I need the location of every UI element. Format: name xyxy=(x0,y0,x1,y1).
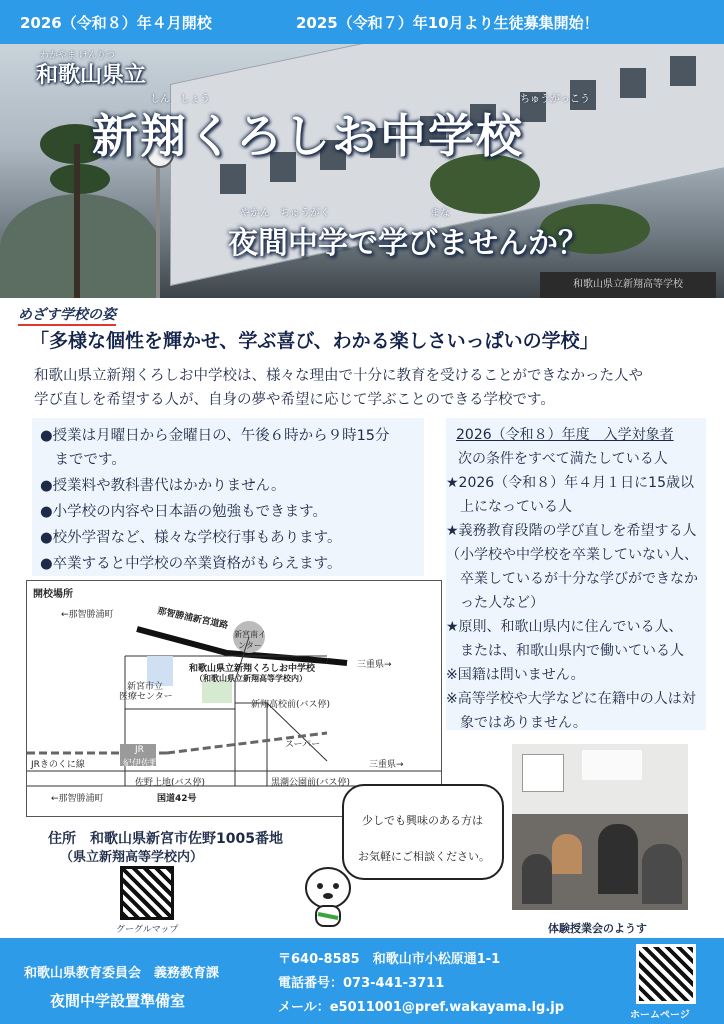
feature-item: ●小学校の内容や日本語の勉強もできます。 xyxy=(40,504,327,520)
feature-item: ●卒業すると中学校の卒業資格がもらえます。 xyxy=(40,556,342,572)
bubble-text-2: お気軽にご相談ください。 xyxy=(358,850,490,863)
mountain-shape xyxy=(0,194,160,298)
map-label: 新宮市立 xyxy=(127,682,164,692)
page-subtitle: 夜間中学で学びませんか？ xyxy=(228,226,588,261)
target-line: ★2026（令和８）年４月１日に15歳以 xyxy=(446,475,694,491)
footer-postal: 〒640-8585 和歌山市小松原通1-1 xyxy=(278,952,501,967)
target-line: 卒業しているが十分な学びができなか xyxy=(446,571,698,587)
recruitment-date: 2025（令和７）年10月より生徒募集開始！ xyxy=(296,14,599,32)
map-label: 新宮南インター xyxy=(234,630,266,650)
intro-line-1: 和歌山県立新翔くろしお中学校は、様々な理由で十分に教育を受けることができなかった人や xyxy=(34,368,643,384)
goal-heading: めざす学校の姿 xyxy=(18,304,116,326)
map-label: ←那智勝浦町 xyxy=(51,794,104,804)
map-label: 医療センター xyxy=(119,692,173,702)
target-line: ※国籍は問いません。 xyxy=(446,667,585,683)
target-line: ★原則、和歌山県内に住んでいる人、 xyxy=(446,619,683,635)
map-title: 開校場所 xyxy=(33,589,73,600)
target-line: 上になっている人 xyxy=(446,499,572,515)
map-label: 紀伊佐野駅 xyxy=(123,759,169,769)
prefecture-label: 和歌山県立 xyxy=(36,63,147,88)
class-photo xyxy=(512,744,688,910)
map-label: JR xyxy=(135,745,144,755)
map-label: スーパー xyxy=(285,740,321,750)
target-line: （小学校や中学校を卒業していない人、 xyxy=(446,547,698,563)
photo-caption: 体験授業会のようす xyxy=(548,922,647,935)
map-label: 那智勝浦新宮道路 xyxy=(156,606,229,632)
footer-org-1: 和歌山県教育委員会 義務教育課 xyxy=(24,966,220,981)
feature-item: ●校外学習など、様々な学校行事もあります。 xyxy=(40,530,342,546)
bubble-text-1: 少しでも興味のある方は xyxy=(362,814,483,827)
ruby-sub-b: まな xyxy=(430,208,450,219)
map-qr-code[interactable] xyxy=(120,866,174,920)
school-motto: 「多様な個性を輝かせ、学ぶ喜び、わかる楽しさいっぱいの学校」 xyxy=(30,330,599,352)
ruby-prefecture: わかやま けんりつ xyxy=(40,51,115,61)
ruby-sub-a: やかん ちゅうがく xyxy=(240,208,330,219)
target-line: ★義務教育段階の学び直しを希望する人 xyxy=(446,523,697,539)
map-school-label: 和歌山県立新翔くろしお中学校 xyxy=(189,664,316,674)
homepage-label: ホームページ xyxy=(630,1010,690,1021)
ruby-title-a: しん しょう xyxy=(150,94,210,105)
target-line: 次の条件をすべて満たしている人 xyxy=(458,451,668,467)
map-qr-label: グーグルマップ xyxy=(116,925,179,935)
map-label: JRきのくに線 xyxy=(31,760,85,770)
opening-date: 2026（令和８）年４月開校 xyxy=(20,14,212,32)
target-line: または、和歌山県内で働いている人 xyxy=(446,643,684,659)
target-line: った人など） xyxy=(446,595,544,611)
address-line-1: 住所 和歌山県新宮市佐野1005番地 xyxy=(48,831,283,847)
page-title: 新翔くろしお中学校 xyxy=(92,109,524,163)
feature-item: ●授業料や教科書代はかかりません。 xyxy=(40,478,286,494)
map-label: ←那智勝浦町 xyxy=(61,610,114,620)
homepage-qr-code[interactable] xyxy=(636,944,696,1004)
address-line-2: （県立新翔高等学校内） xyxy=(60,850,204,865)
feature-item: までです。 xyxy=(40,452,126,468)
map-label: 黒潮公園前(バス停) xyxy=(271,778,351,788)
target-line: 象ではありません。 xyxy=(446,715,587,731)
map-label: 佐野上地(バス停) xyxy=(135,778,206,788)
admission-target-heading: 2026（令和８）年度 入学対象者 xyxy=(456,427,674,443)
map-school-sublabel: （和歌山県立新翔高等学校内） xyxy=(195,674,307,683)
map-label: 新翔高校前(バス停) xyxy=(251,700,331,710)
access-map xyxy=(26,580,442,817)
feature-item: ●授業は月曜日から金曜日の、午後６時から９時15分 xyxy=(40,428,390,444)
footer xyxy=(0,938,724,1024)
intro-line-2: 学び直しを希望する人が、自身の夢や希望に応じて学ぶことのできる学校です。 xyxy=(34,392,555,408)
ruby-title-b: ちゅうがっこう xyxy=(520,94,590,105)
speech-bubble xyxy=(342,784,504,880)
footer-phone[interactable]: 電話番号：073-441-3711 xyxy=(278,976,445,991)
school-sign: 和歌山県立新翔高等学校 xyxy=(540,272,716,298)
map-label: 三重県→ xyxy=(357,660,392,670)
target-line: ※高等学校や大学などに在籍中の人は対 xyxy=(446,691,696,707)
footer-email[interactable]: メール：e5011001@pref.wakayama.lg.jp xyxy=(278,1000,565,1015)
top-banner xyxy=(0,0,724,44)
map-label: 国道42号 xyxy=(157,794,197,804)
footer-org-2: 夜間中学設置準備室 xyxy=(50,992,186,1010)
map-label: 三重県→ xyxy=(369,760,404,770)
